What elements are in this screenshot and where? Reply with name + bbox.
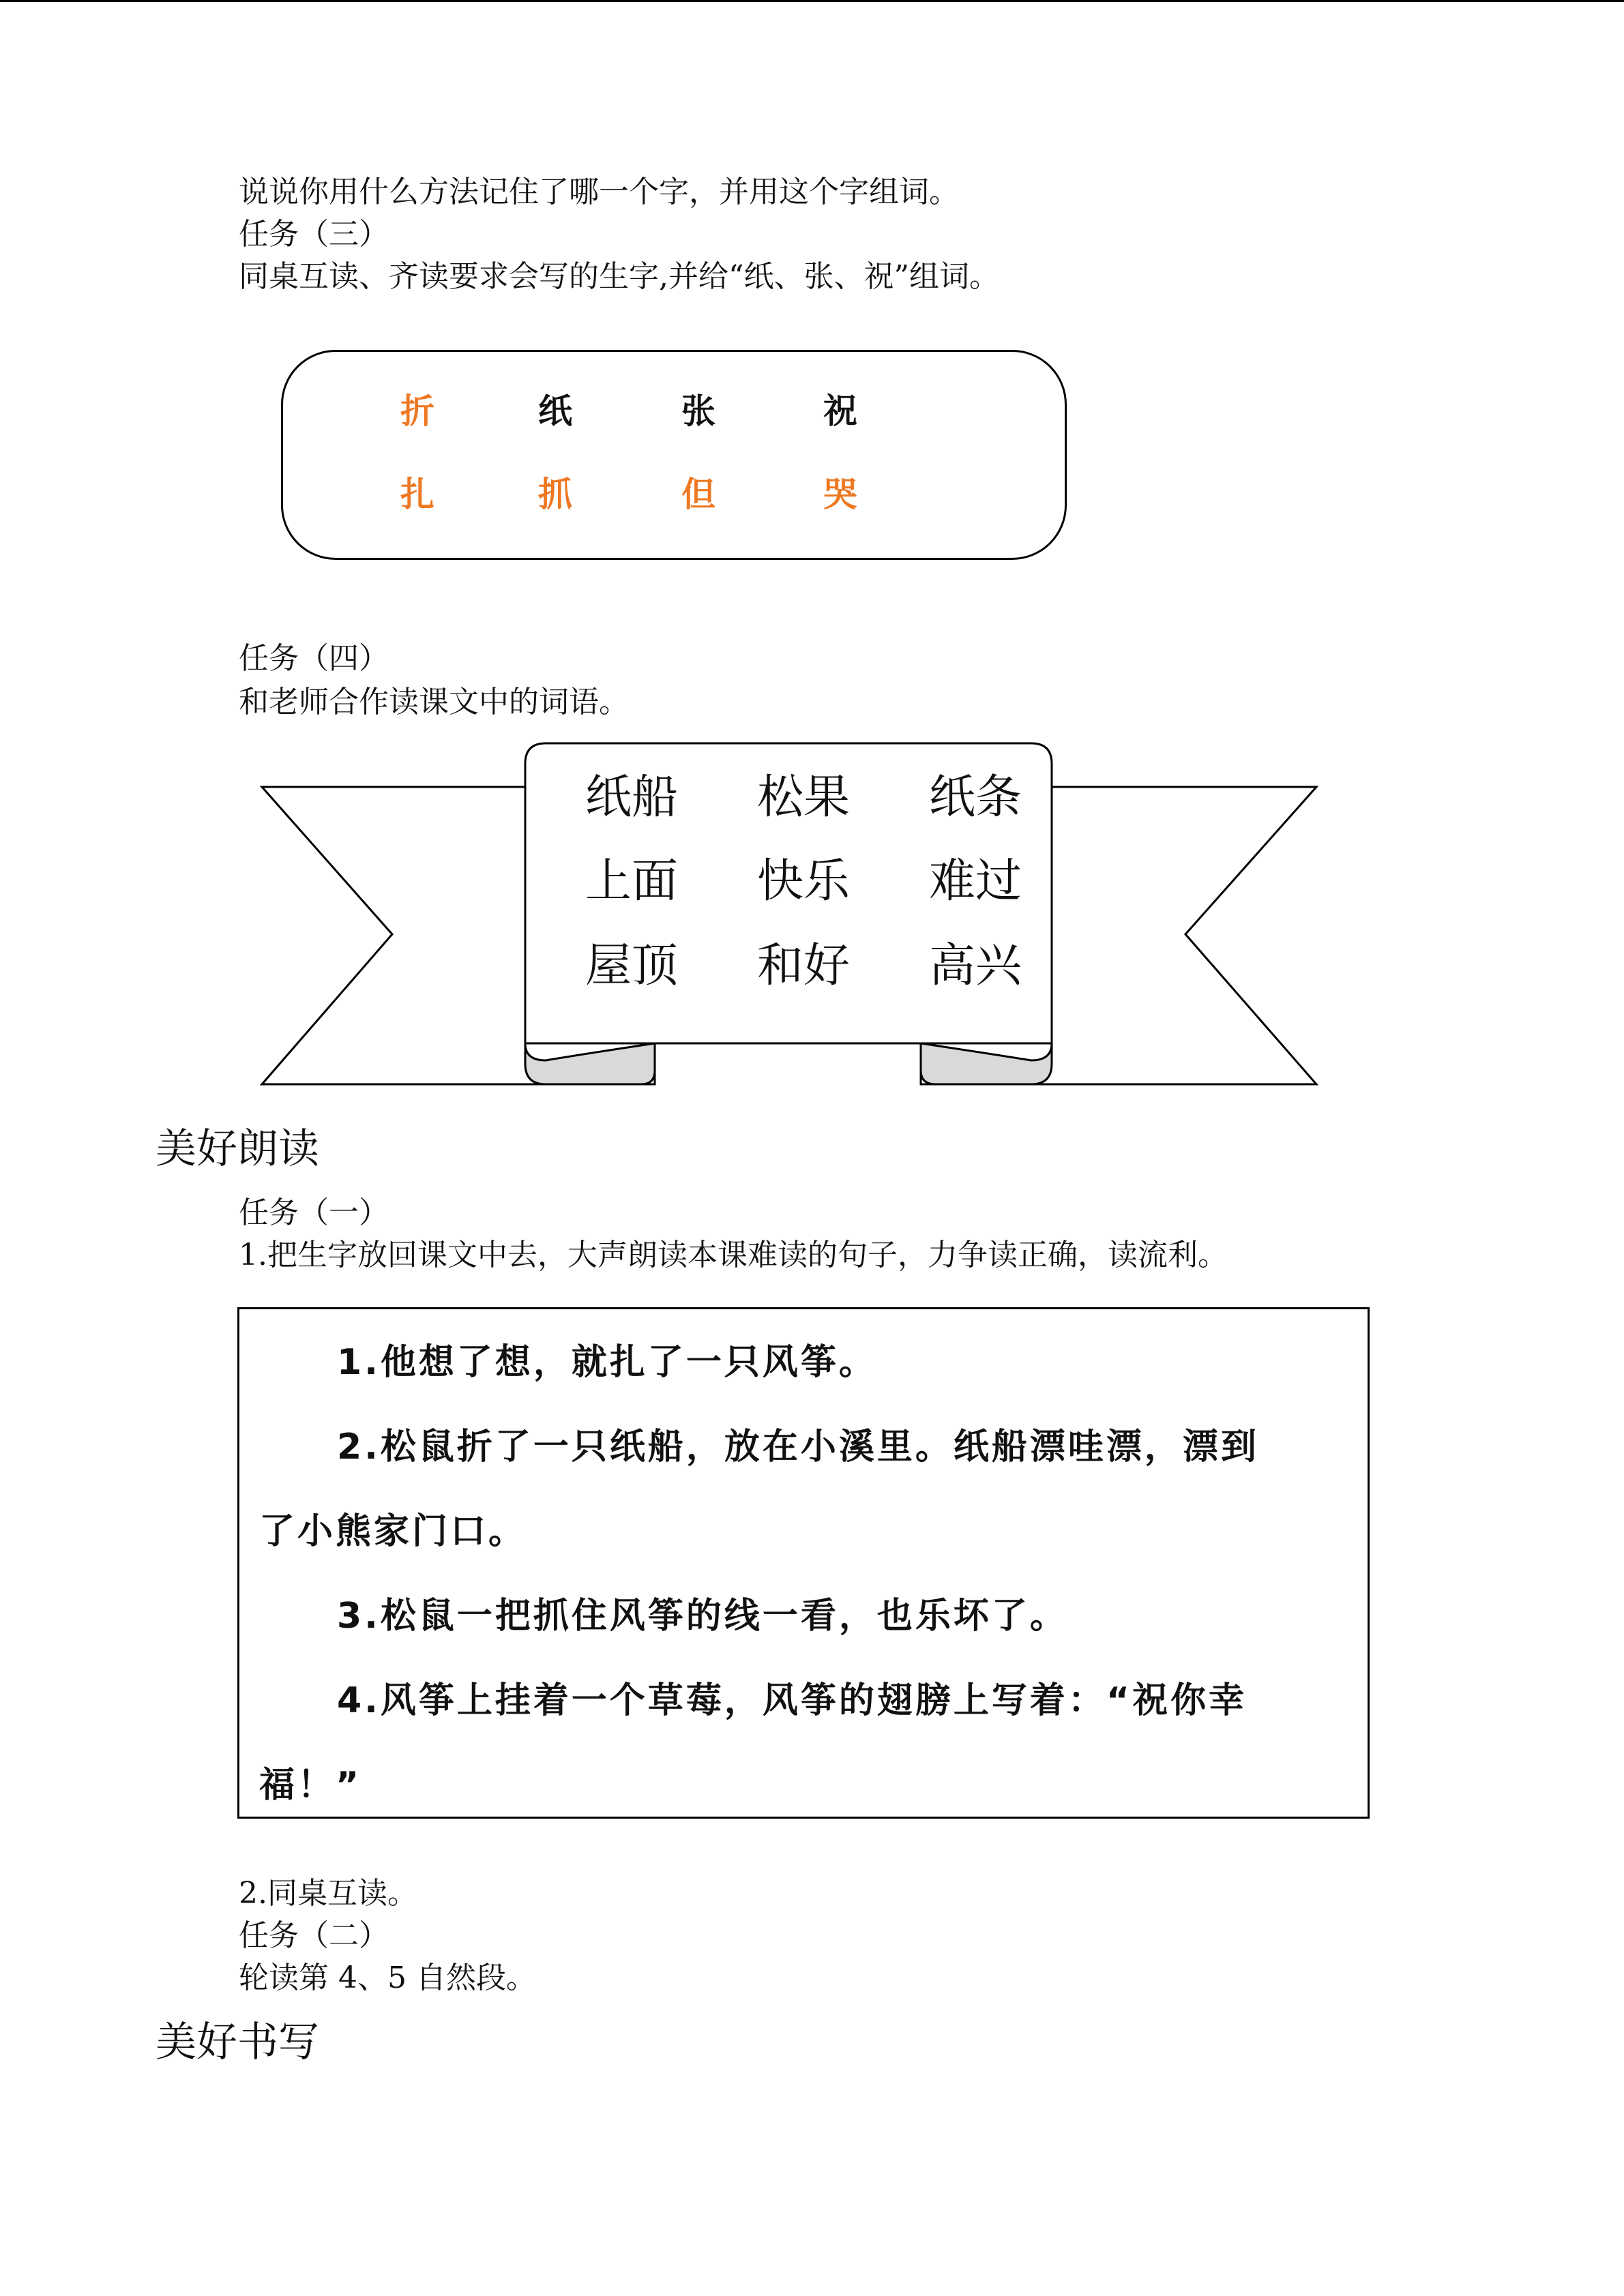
char-zha: 扎 [400, 475, 434, 514]
word-zhitiao: 纸条 [928, 771, 1022, 824]
word-hehao: 和好 [756, 939, 850, 993]
sentence-1: 1.他想了想，就扎了一只风筝。 [337, 1342, 877, 1383]
task-3-instruction: 同桌互读、齐读要求会写的生字,并给“纸、张、祝”组词。 [239, 259, 999, 294]
char-ku: 哭 [823, 475, 857, 514]
sentence-2-line-2: 了小熊家门口。 [259, 1511, 527, 1552]
word-gaoxing: 高兴 [928, 939, 1022, 993]
word-kuaile: 快乐 [756, 854, 850, 908]
char-zhu: 祝 [823, 391, 857, 431]
sentence-2-line-1: 2.松鼠折了一只纸船，放在小溪里。纸船漂哇漂，漂到 [337, 1427, 1259, 1467]
char-zhang: 张 [681, 391, 715, 431]
reading-task-2-instruction: 轮读第 4、5 自然段。 [239, 1960, 536, 1995]
task-4-title: 任务（四） [239, 641, 389, 676]
word-nanguo: 难过 [928, 854, 1022, 908]
task-3-intro: 说说你用什么方法记住了哪一个字，并用这个字组词。 [239, 175, 959, 209]
sentence-4-line-1: 4.风筝上挂着一个草莓，风筝的翅膀上写着：“祝你幸 [337, 1680, 1247, 1721]
sentence-3: 3.松鼠一把抓住风筝的线一看，也乐坏了。 [337, 1596, 1068, 1637]
word-wuding: 屋顶 [585, 939, 678, 993]
task-3-title: 任务（三） [239, 217, 389, 252]
word-songguo: 松果 [756, 771, 850, 824]
char-zhua: 抓 [538, 475, 572, 514]
char-zhe: 折 [400, 391, 434, 431]
word-shangmian: 上面 [585, 854, 678, 908]
char-zhi: 纸 [538, 391, 572, 431]
section-heading-reading: 美好朗读 [156, 1125, 319, 1173]
reading-step-2: 2.同桌互读。 [239, 1876, 417, 1911]
task-4-instruction: 和老师合作读课文中的词语。 [239, 685, 629, 719]
reading-task-2-title: 任务（二） [239, 1918, 389, 1953]
section-heading-writing: 美好书写 [156, 2018, 319, 2066]
reading-task-1-instruction: 1.把生字放回课文中去，大声朗读本课难读的句子，力争读正确，读流利。 [239, 1238, 1228, 1272]
word-zhichuan: 纸船 [585, 771, 678, 824]
char-dan: 但 [681, 475, 715, 514]
reading-task-1-title: 任务（一） [239, 1195, 389, 1230]
sentence-4-line-2: 福！” [259, 1765, 362, 1806]
